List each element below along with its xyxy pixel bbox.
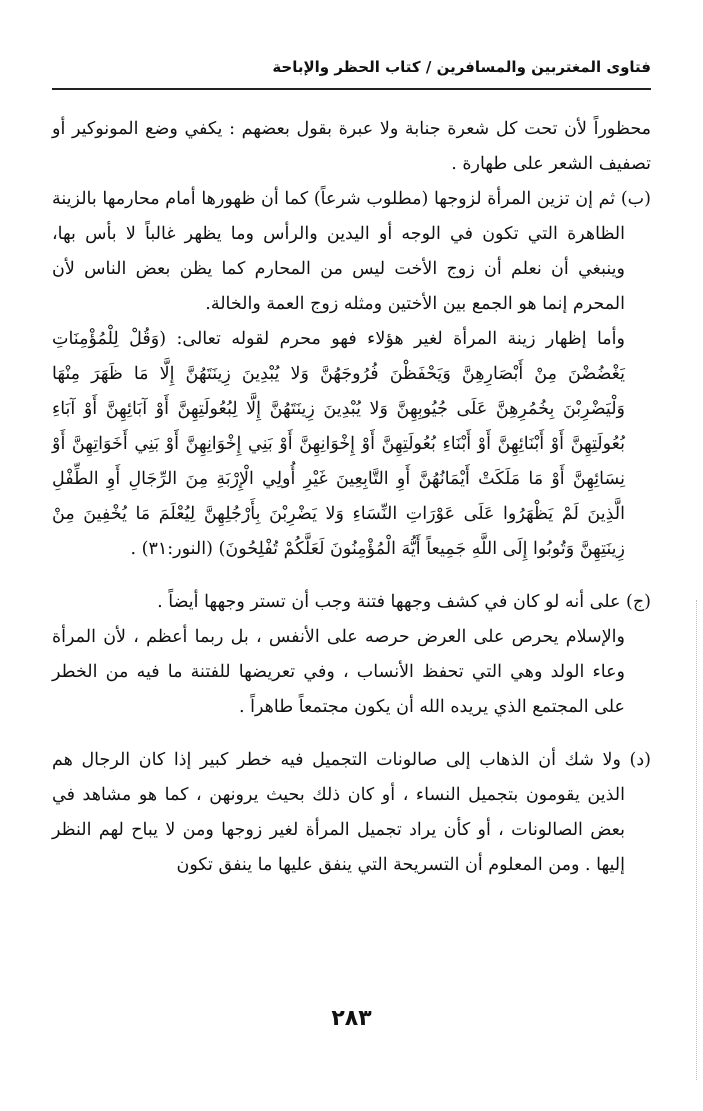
scan-edge-marks: [694, 600, 697, 1080]
header-rule: [52, 88, 651, 90]
page-number: ٢٨٣: [331, 1006, 372, 1031]
paragraph-b-text: ثم إن تزين المرأة لزوجها (مطلوب شرعاً) كما أن ظهورها أمام محارمها بالزينة الظاهرة التي تكون في الوجه أو اليدين والرأس وما يظهر غالباً لا بأس بها، وينبغي أن نعلم أن زوج الأخت ليس من المحارم كما يظن بعض الناس لأن المحرم إنما هو الجمع بين الأختين ومثله زوج العمة والخالة.: [52, 189, 625, 314]
paragraph-islam: والإسلام يحرص على العرض حرصه على الأنفس ، بل ربما أعظم ، لأن المرأة وعاء الولد وهي التي تحفظ الأنساب ، وفي تعريضها للفتنة ما فيه من الخطر على المجتمع الذي يريده الله أن يكون مجتمعاً طاهراً .: [52, 627, 625, 717]
paragraph-quran: وأما إظهار زينة المرأة لغير هؤلاء فهو محرم لقوله تعالى: (وَقُلْ لِلْمُؤْمِنَاتِ يَغْضُضْنَ مِنْ أَبْصَارِهِنَّ وَيَحْفَظْنَ فُرُوجَهُنَّ وَلا يُبْدِينَ زِينَتَهُنَّ إِلَّا مَا ظَهَرَ مِنْهَا وَلْيَضْرِبْنَ بِخُمُرِهِنَّ عَلَى جُيُوبِهِنَّ وَلا يُبْدِينَ زِينَتَهُنَّ إِلَّا لِبُعُولَتِهِنَّ أَوْ آبَائِهِنَّ أَوْ آبَاءِ بُعُولَتِهِنَّ أَوْ أَبْنَائِهِنَّ أَوْ أَبْنَاءِ بُعُولَتِهِنَّ أَوْ إِخْوَانِهِنَّ أَوْ بَنِي إِخْوَانِهِنَّ أَوْ بَنِي أَخَوَاتِهِنَّ أَوْ نِسَائِهِنَّ أَوْ مَا مَلَكَتْ أَيْمَانُهُنَّ أَوِ التَّابِعِينَ غَيْرِ أُولِي الْإِرْبَةِ مِنَ الرِّجَالِ أَوِ الطِّفْلِ الَّذِينَ لَمْ يَظْهَرُوا عَلَى عَوْرَاتِ النِّسَاءِ وَلا يَضْرِبْنَ بِأَرْجُلِهِنَّ لِيُعْلَمَ مَا يُخْفِينَ مِنْ زِينَتِهِنَّ وَتُوبُوا إِلَى اللَّهِ جَمِيعاً أَيُّهَ الْمُؤْمِنُونَ لَعَلَّكُمْ تُفْلِحُونَ) (النور:٣١) .: [52, 329, 625, 559]
paragraph-d-text: ولا شك أن الذهاب إلى صالونات التجميل فيه خطر كبير إذا كان الرجال هم الذين يقومون بتجميل النساء ، أو كان ذلك بحيث يرونهن ، كما هو مشاهد في بعض الصالونات ، أو كأن يراد تجميل المرأة لغير زوجها ومن لا يباح لهم النظر إليها . ومن المعلوم أن التسريحة التي ينفق عليها ما ينفق تكون: [52, 750, 625, 875]
page-body: [52, 112, 651, 883]
item-marker-j: (ج): [626, 592, 651, 612]
item-marker-d: (د): [629, 750, 651, 770]
item-marker-b: (ب): [620, 189, 651, 209]
paragraph-j-text: على أنه لو كان في كشف وجهها فتنة وجب أن تستر وجهها أيضاً .: [157, 592, 621, 612]
paragraph-j: [52, 585, 651, 620]
paragraph-d: [52, 743, 651, 883]
paragraph-b: [52, 182, 651, 322]
running-header: فتاوى المغتربين والمسافرين / كتاب الحظر والإباحة: [272, 58, 651, 76]
paragraph-1: محظوراً لأن تحت كل شعرة جنابة ولا عبرة بقول بعضهم : يكفي وضع المونوكير أو تصفيف الشعر على طهارة .: [52, 119, 651, 174]
